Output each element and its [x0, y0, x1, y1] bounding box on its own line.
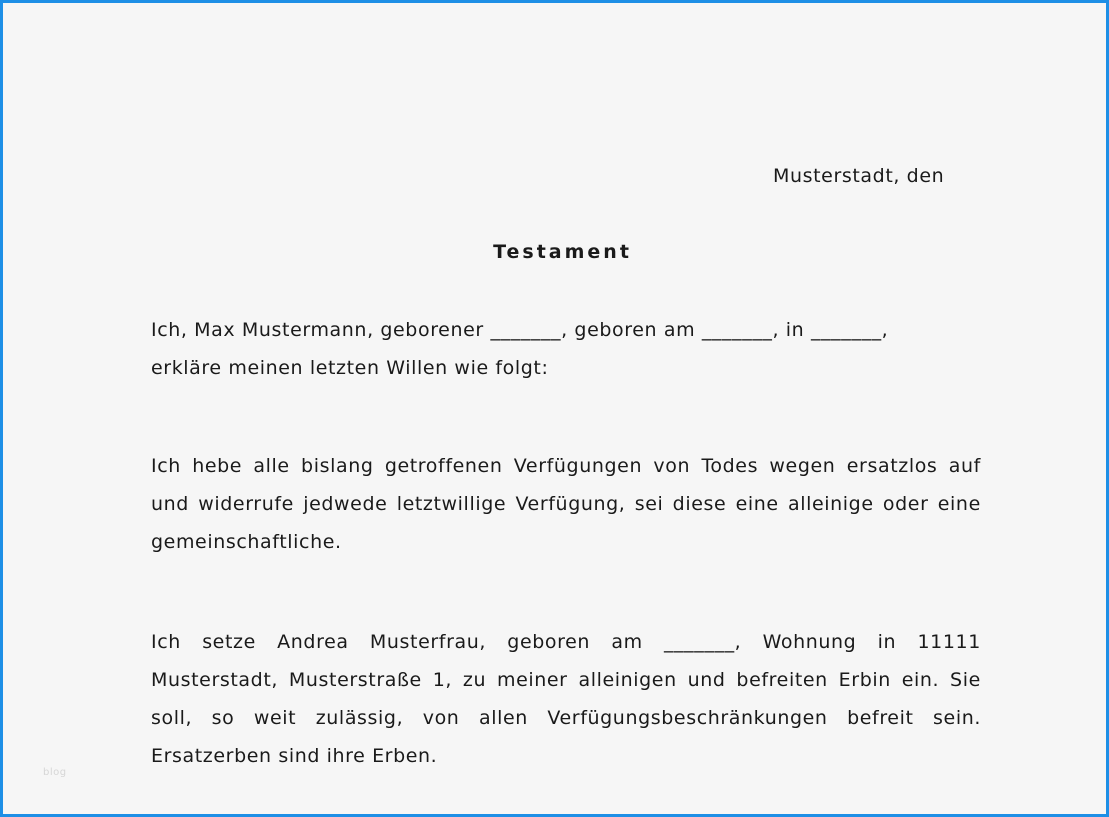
word: wegen [769, 455, 836, 477]
word: ein. [901, 669, 940, 691]
word: Ich [151, 631, 181, 653]
word: 11111 [917, 631, 981, 653]
word: getroffenen [384, 455, 503, 477]
word: sein. [933, 707, 981, 729]
word: jedwede [303, 493, 388, 515]
revocation-line-1 [151, 447, 981, 485]
word: von [422, 707, 460, 729]
word: setze [202, 631, 256, 653]
word: zu [462, 669, 487, 691]
word: Musterstadt, [151, 669, 279, 691]
paragraph-revocation [151, 447, 981, 561]
word: eine [735, 493, 779, 515]
date-line: Musterstadt, den [773, 165, 945, 187]
word: so [211, 707, 235, 729]
word: Ich [151, 455, 181, 477]
word: Verfügungen [513, 455, 643, 477]
word: _______, [663, 631, 742, 653]
heir-line-1 [151, 623, 981, 661]
word: geboren [507, 631, 591, 653]
word: Sie [950, 669, 981, 691]
heir-line-4: Ersatzerben sind ihre Erben. [151, 745, 438, 767]
watermark: blog [43, 767, 67, 778]
word: soll, [151, 707, 193, 729]
declaration-line-2: erkläre meinen letzten Willen wie folgt: [151, 357, 549, 379]
word: befreiten [736, 669, 828, 691]
word: und [687, 669, 726, 691]
paragraph-declaration [151, 311, 981, 387]
word: hebe [192, 455, 243, 477]
word: auf [948, 455, 981, 477]
word: alleinigen [578, 669, 677, 691]
word: Musterfrau, [369, 631, 487, 653]
word: weit [253, 707, 297, 729]
word: Andrea [277, 631, 349, 653]
word: bislang [301, 455, 374, 477]
word: widerrufe [198, 493, 294, 515]
word: Todes [701, 455, 759, 477]
word: letztwillige [396, 493, 507, 515]
word: meiner [496, 669, 568, 691]
word: zulässig, [315, 707, 404, 729]
word: Wohnung [762, 631, 857, 653]
word: Verfügungsbeschränkungen [547, 707, 828, 729]
heir-line-2 [151, 661, 981, 699]
paragraph-heir [151, 623, 981, 775]
word: eine [937, 493, 981, 515]
declaration-line-1: Ich, Max Mustermann, geborener _______, geboren am _______, in _______, [151, 319, 889, 341]
word: 1, [432, 669, 453, 691]
word: am [611, 631, 643, 653]
word: ersatzlos [846, 455, 938, 477]
document-title: Testament [493, 241, 632, 263]
word: sei [634, 493, 664, 515]
word: alle [253, 455, 290, 477]
word: befreit [847, 707, 914, 729]
word: und [151, 493, 189, 515]
word: diese [672, 493, 727, 515]
word: in [877, 631, 897, 653]
word: Musterstraße [288, 669, 422, 691]
word: alleinige [787, 493, 874, 515]
word: von [653, 455, 691, 477]
revocation-line-2 [151, 485, 981, 523]
word: allen [478, 707, 528, 729]
heir-line-3 [151, 699, 981, 737]
revocation-line-3: gemeinschaftliche. [151, 531, 342, 553]
word: oder [882, 493, 929, 515]
word: Verfügung, [515, 493, 626, 515]
word: Erbin [838, 669, 891, 691]
